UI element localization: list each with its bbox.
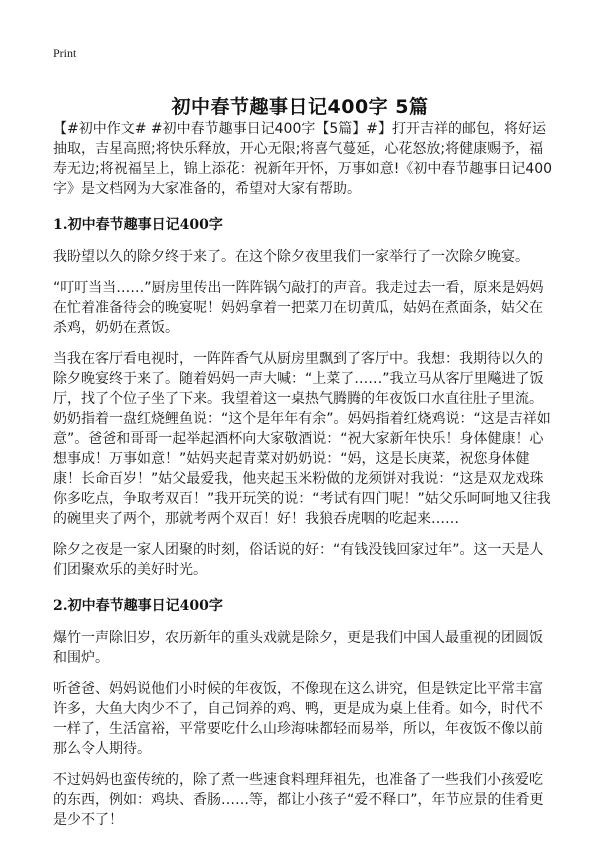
section-2 [53, 596, 553, 830]
print-label: Print [53, 46, 77, 60]
document-body [53, 119, 553, 841]
paragraph: 听爸爸、妈妈说他们小时候的年夜饭，不像现在这么讲究，但是铁定比平常丰富许多，大鱼大肉少不了，自己饲养的鸡、鸭，更是成为桌上佳肴。如今，时代不一样了，生活富裕，平常要吃什么山珍海味都轻而易举，所以，年夜饭不像以前那么令人期待。 [53, 681, 543, 757]
section-heading: 1.初中春节趣事日记400字 [53, 217, 223, 233]
section-heading: 2.初中春节趣事日记400字 [53, 598, 223, 614]
paragraph: 爆竹一声除旧岁，农历新年的重头戏就是除夕，更是我们中国人最重视的团圆饭和围炉。 [53, 630, 543, 666]
section-1 [53, 215, 553, 580]
paragraph: 当我在客厅看电视时，一阵阵香气从厨房里飘到了客厅中。我想：我期待以久的除夕晚宴终于来了。随着妈妈一声大喊：“上菜了……”我立马从客厅里飚进了饭厅，找了个位子坐了下来。我望着这一桌热气腾腾的年夜饭口水直往肚子里流。奶奶指着一盘红烧鲤鱼说：“这个是年年有余”。妈妈指着红烧鸡说：“这是吉祥如意”。爸爸和哥哥一起举起酒杯向大家敬酒说：“祝大家新年快乐！身体健康！心想事成！万事如意！”姑妈夹起青菜对奶奶说：“妈，这是长庚菜，祝您身体健康！长命百岁！”姑父最爱我，他夹起玉米粉做的龙须饼对我说：“这是双龙戏珠你多吃点，争取考双百！”我开玩笑的说：“考试有四门呢！”姑父乐呵呵地又往我的碗里夹了两个，那就考两个双百！好！我狼吞虎咽的吃起来…… [53, 351, 551, 527]
paragraph: “叮叮当当……”厨房里传出一阵阵锅勺敲打的声音。我走过去一看，原来是妈妈在忙着准备待会的晚宴呢！妈妈拿着一把菜刀在切黄瓜，姑妈在煮面条，姑父在杀鸡，奶奶在煮饭。 [53, 280, 544, 336]
paragraph: 我盼望以久的除夕终于来了。在这个除夕夜里我们一家举行了一次除夕晚宴。 [53, 249, 529, 265]
paragraph: 除夕之夜是一家人团聚的时刻，俗话说的好：“有钱没钱回家过年”。这一天是人们团聚欢乐的美好时光。 [53, 542, 544, 578]
paragraph: 不过妈妈也蛮传统的，除了煮一些速食料理拜祖先，也准备了一些我们小孩爱吃的东西，例如：鸡块、香肠……等，都让小孩子“爱不释口”，年节应景的佳肴更是少不了！ [53, 772, 544, 828]
intro-paragraph: 【#初中作文# #初中春节趣事日记400字【5篇】#】打开吉祥的邮包，将好运抽取，吉星高照;将快乐释放，开心无限;将喜气蔓延，心花怒放;将健康赐予，福寿无边;将祝福呈上，锦上添花：祝新年开怀，万事如意!《初中春节趣事日记400字》是文档网为大家准备的，希望对大家有帮助。 [53, 121, 553, 197]
document-title: 初中春节趣事日记400字 5篇 [171, 95, 429, 118]
